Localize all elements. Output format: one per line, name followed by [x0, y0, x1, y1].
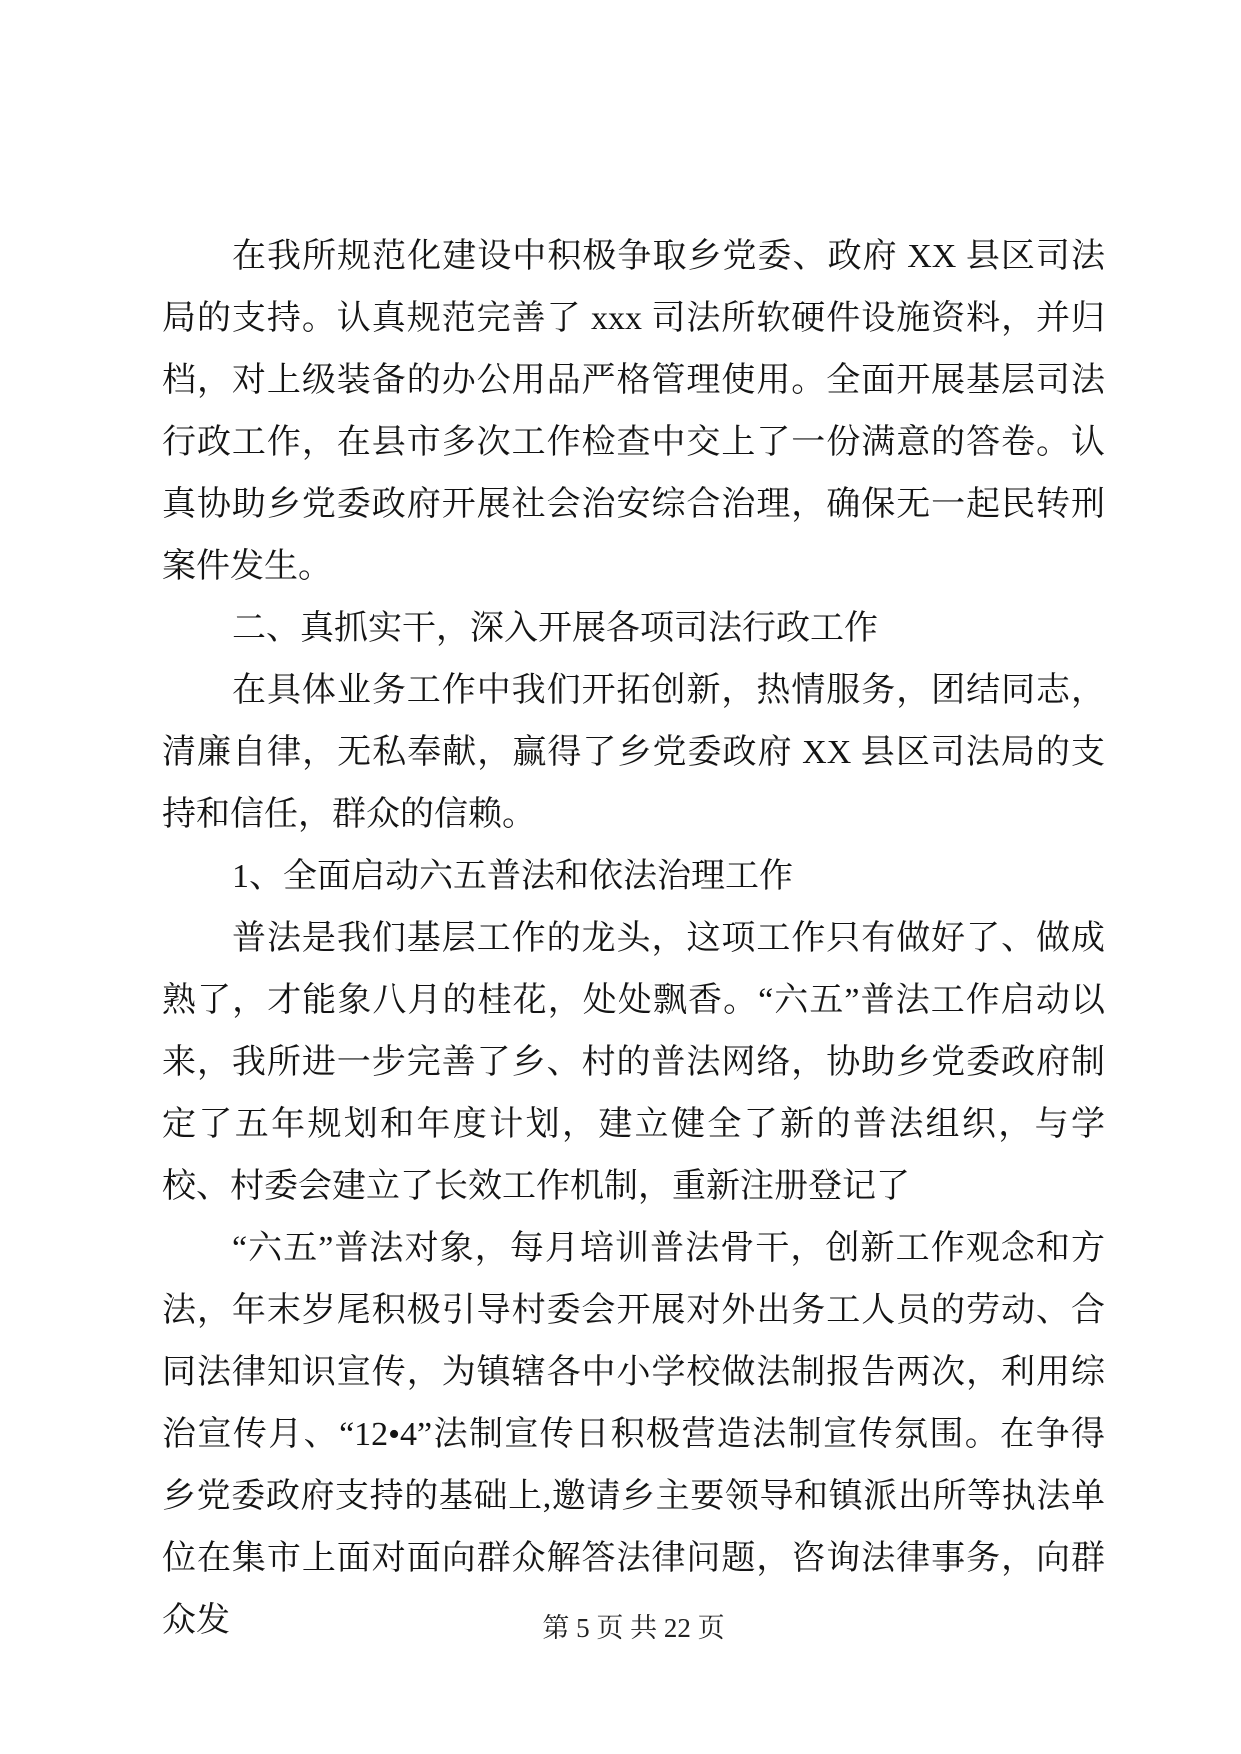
- paragraph: 普法是我们基层工作的龙头，这项工作只有做好了、做成熟了，才能象八月的桂花，处处飘香。“六五”普法工作启动以来，我所进一步完善了乡、村的普法网络，协助乡党委政府制定了五年规划和年度计划，建立健全了新的普法组织，与学校、村委会建立了长效工作机制，重新注册登记了: [162, 920, 1105, 1205]
- paragraph: “六五”普法对象，每月培训普法骨干，创新工作观念和方法，年末岁尾积极引导村委会开展对外出务工人员的劳动、合同法律知识宣传，为镇辖各中小学校做法制报告两次，利用综治宣传月、“12•4”法制宣传日积极营造法制宣传氛围。在争得乡党委政府支持的基础上,邀请乡主要领导和镇派出所等执法单位在集市上面对面向群众解答法律问题，咨询法律事务，向群众发: [162, 1230, 1105, 1639]
- section-heading: 二、真抓实干，深入开展各项司法行政工作: [232, 610, 878, 647]
- paragraph: 在具体业务工作中我们开拓创新，热情服务，团结同志，清廉自律，无私奉献，赢得了乡党委政府 XX 县区司法局的支持和信任，群众的信赖。: [162, 672, 1105, 833]
- page-footer: [162, 1608, 1105, 1648]
- paragraph: 在我所规范化建设中积极争取乡党委、政府 XX 县区司法局的支持。认真规范完善了 xxx 司法所软硬件设施资料，并归档，对上级装备的办公用品严格管理使用。全面开展基层司法行政工作，在县市多次工作检查中交上了一份满意的答卷。认真协助乡党委政府开展社会治安综合治理，确保无一起民转刑案件发生。: [162, 238, 1105, 585]
- page-number-indicator: 第 5 页 共 22 页: [542, 1613, 725, 1643]
- document-body: [162, 226, 1105, 1652]
- subsection-heading: 1、全面启动六五普法和依法治理工作: [232, 858, 793, 895]
